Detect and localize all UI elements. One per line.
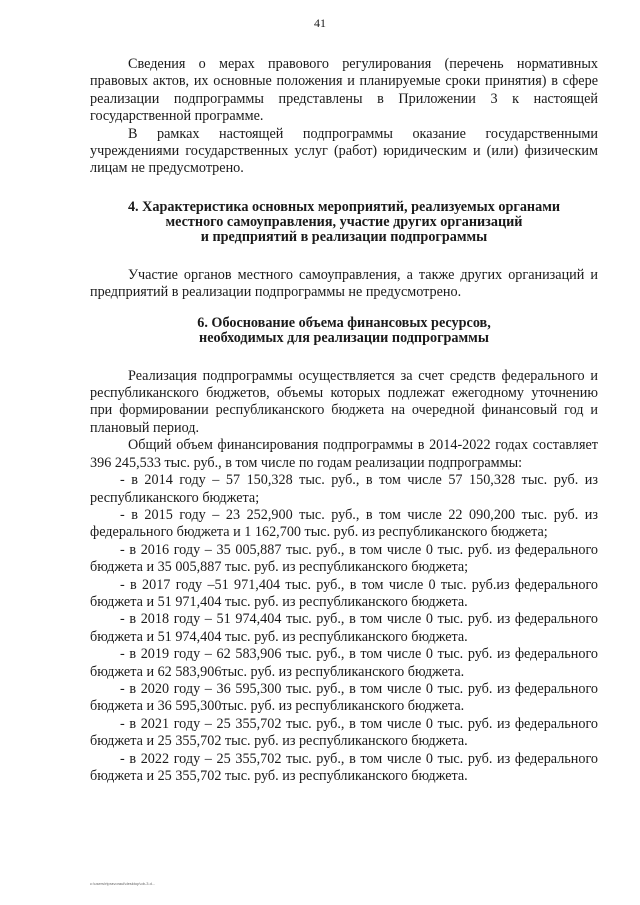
paragraph-local-participation: Участие органов местного самоуправления, а также других организаций и предприятий в реализации подпрограммы не предусмотрено. bbox=[90, 266, 598, 301]
paragraph-implementation-funding: Реализация подпрограммы осуществляется за счет средств федерального и республиканского бюджетов, объемы которых подлежат ежегодному уточнению при формировании республиканского бюджета на очередной финансовый год и плановый период. bbox=[90, 367, 598, 436]
heading-line: местного самоуправления, участие других организаций bbox=[165, 213, 523, 230]
heading-line: 4. Характеристика основных мероприятий, реализуемых органами bbox=[127, 198, 561, 215]
list-item-year-2019: - в 2019 году – 62 583,906 тыс. руб., в том числе 0 тыс. руб. из федерального бюджета и 62 583,906тыс. руб. из республиканского бюджета. bbox=[90, 646, 598, 680]
heading-line: необходимых для реализации подпрограммы bbox=[199, 329, 489, 346]
page-number: 41 bbox=[314, 16, 326, 30]
paragraph-state-services: В рамках настоящей подпрограммы оказание государственными учреждениями государственных услуг (работ) юридическим и (или) физическим лицам не предусмотрено. bbox=[90, 125, 598, 177]
list-item-year-2020: - в 2020 году – 36 595,300 тыс. руб., в том числе 0 тыс. руб. из федерального бюджета и 36 595,300тыс. руб. из республиканского бюджета. bbox=[90, 680, 598, 715]
document-body bbox=[90, 56, 598, 785]
list-item-year-2016: - в 2016 году – 35 005,887 тыс. руб., в том числе 0 тыс. руб. из федерального бюджета и 35 005,887 тыс. руб. из республиканского бюджета; bbox=[90, 541, 598, 576]
paragraph-total-funding: Общий объем финансирования подпрограммы в 2014-2022 годах составляет 396 245,533 тыс. руб., в том числе по годам реализации подпрограммы: bbox=[90, 437, 598, 471]
footer-file-path: c:\users\rtpravoraul\desktop\ob-3.d... bbox=[90, 881, 156, 886]
paragraph-legal-regulation: Сведения о мерах правового регулирования (перечень нормативных правовых актов, их основные положения и планируемые сроки принятия) в сфере реализации подпрограммы представлены в Приложении 3 к настоящей государственной программе. bbox=[90, 56, 598, 125]
heading-line: 6. Обоснование объема финансовых ресурсов, bbox=[197, 314, 491, 331]
section-4-heading bbox=[90, 200, 598, 245]
list-item-year-2018: - в 2018 году – 51 974,404 тыс. руб., в том числе 0 тыс. руб. из федерального бюджета и 51 974,404 тыс. руб. из республиканского бюджета. bbox=[90, 611, 598, 645]
list-item-year-2021: - в 2021 году – 25 355,702 тыс. руб., в том числе 0 тыс. руб. из федерального бюджета и 25 355,702 тыс. руб. из республиканского бюджета. bbox=[90, 715, 598, 750]
list-item-year-2014: - в 2014 году – 57 150,328 тыс. руб., в том числе 57 150,328 тыс. руб. из республиканского бюджета; bbox=[90, 472, 598, 506]
list-item-year-2022: - в 2022 году – 25 355,702 тыс. руб., в том числе 0 тыс. руб. из федерального бюджета и 25 355,702 тыс. руб. из республиканского бюджета. bbox=[90, 750, 598, 784]
heading-line: и предприятий в реализации подпрограммы bbox=[200, 228, 488, 245]
section-6-heading bbox=[90, 316, 598, 346]
list-item-year-2015: - в 2015 году – 23 252,900 тыс. руб., в том числе 22 090,200 тыс. руб. из федерального бюджета и 1 162,700 тыс. руб. из республиканского бюджета; bbox=[90, 506, 598, 541]
list-item-year-2017: - в 2017 году –51 971,404 тыс. руб., в том числе 0 тыс. руб.из федерального бюджета и 51 971,404 тыс. руб. из республиканского бюджета. bbox=[90, 576, 598, 610]
